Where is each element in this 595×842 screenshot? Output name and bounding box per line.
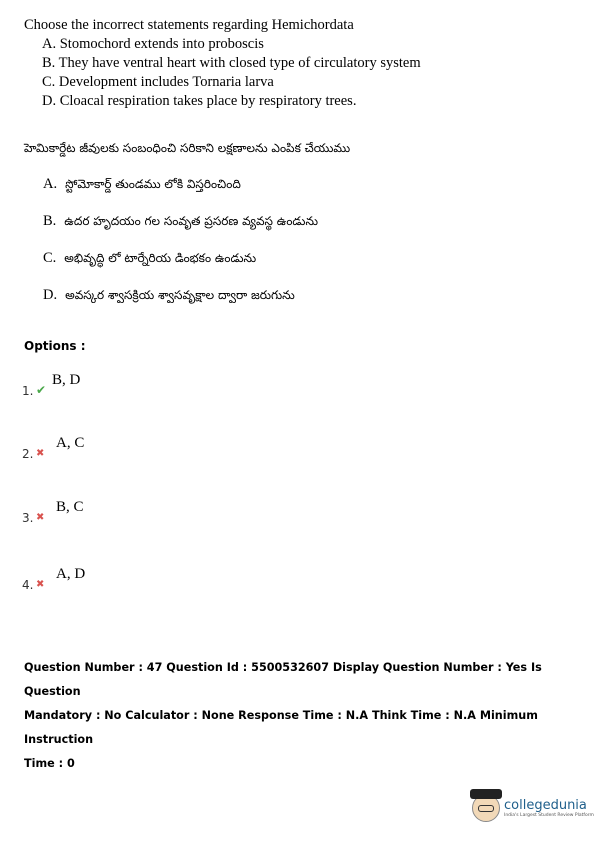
option-text: ఉదర హృదయం గల సంవృత ప్రసరణ వ్యవస్థ ఉండును <box>64 214 319 228</box>
metadata-line: Time : 0 <box>24 757 75 770</box>
option-a-english: A. Stomochord extends into proboscis <box>42 36 264 52</box>
option-a-telugu <box>24 176 350 213</box>
cross-icon: ✖ <box>36 512 45 523</box>
option-value: B, D <box>52 372 81 388</box>
option-d-english: D. Cloacal respiration takes place by respiratory trees. <box>42 93 357 109</box>
collegedunia-logo <box>472 794 594 822</box>
option-text: అవస్కర శ్వాసక్రియ శ్వాసవృక్షాల ద్వారా జరుగును <box>65 288 295 302</box>
metadata-line: Mandatory : No Calculator : None Response Time : N.A Think Time : N.A Minimum Instruction <box>24 709 538 746</box>
option-text: స్టోమోకార్డ్ తుండము లోకి విస్తరించింది <box>65 177 241 191</box>
cross-icon: ✖ <box>36 579 45 590</box>
option-letter: B. <box>43 213 57 229</box>
logo-brand: collegedunia <box>504 798 587 813</box>
answer-option-4 <box>22 566 85 592</box>
question-metadata <box>24 656 584 776</box>
mascot-icon <box>472 794 500 822</box>
option-number: 1. <box>22 384 34 398</box>
option-text: అభివృద్ధి లో టార్నేరియ డింభకం ఉండును <box>64 251 257 265</box>
option-value: B, C <box>56 499 84 515</box>
option-number: 2. <box>22 447 34 461</box>
option-value: A, D <box>56 566 86 582</box>
option-c-english: C. Development includes Tornaria larva <box>42 74 274 90</box>
cross-icon: ✖ <box>36 448 45 459</box>
question-english <box>24 16 421 111</box>
option-d-telugu <box>24 287 350 324</box>
question-telugu <box>24 141 350 324</box>
option-number: 3. <box>22 511 34 525</box>
answer-option-3 <box>22 499 84 525</box>
option-value: A, C <box>56 435 85 451</box>
check-icon: ✔ <box>36 383 47 397</box>
option-c-telugu <box>24 250 350 287</box>
question-stem: Choose the incorrect statements regarding Hemichordata <box>24 17 354 33</box>
option-letter: C. <box>43 250 57 266</box>
answer-option-1 <box>22 372 80 398</box>
question-stem-telugu: హెమికార్డేట జీవులకు సంబంధించి సరికాని లక్షణాలను ఎంపిక చేయుము <box>24 141 351 155</box>
options-heading: Options : <box>24 339 86 353</box>
option-letter: D. <box>43 287 58 303</box>
logo-tagline: India's Largest Student Review Platform <box>504 813 594 818</box>
option-b-telugu <box>24 213 350 250</box>
metadata-line: Question Number : 47 Question Id : 5500532607 Display Question Number : Yes Is Question <box>24 661 542 698</box>
option-number: 4. <box>22 578 34 592</box>
option-b-english: B. They have ventral heart with closed type of circulatory system <box>42 55 421 71</box>
option-letter: A. <box>43 176 58 192</box>
answer-option-2 <box>22 435 84 461</box>
